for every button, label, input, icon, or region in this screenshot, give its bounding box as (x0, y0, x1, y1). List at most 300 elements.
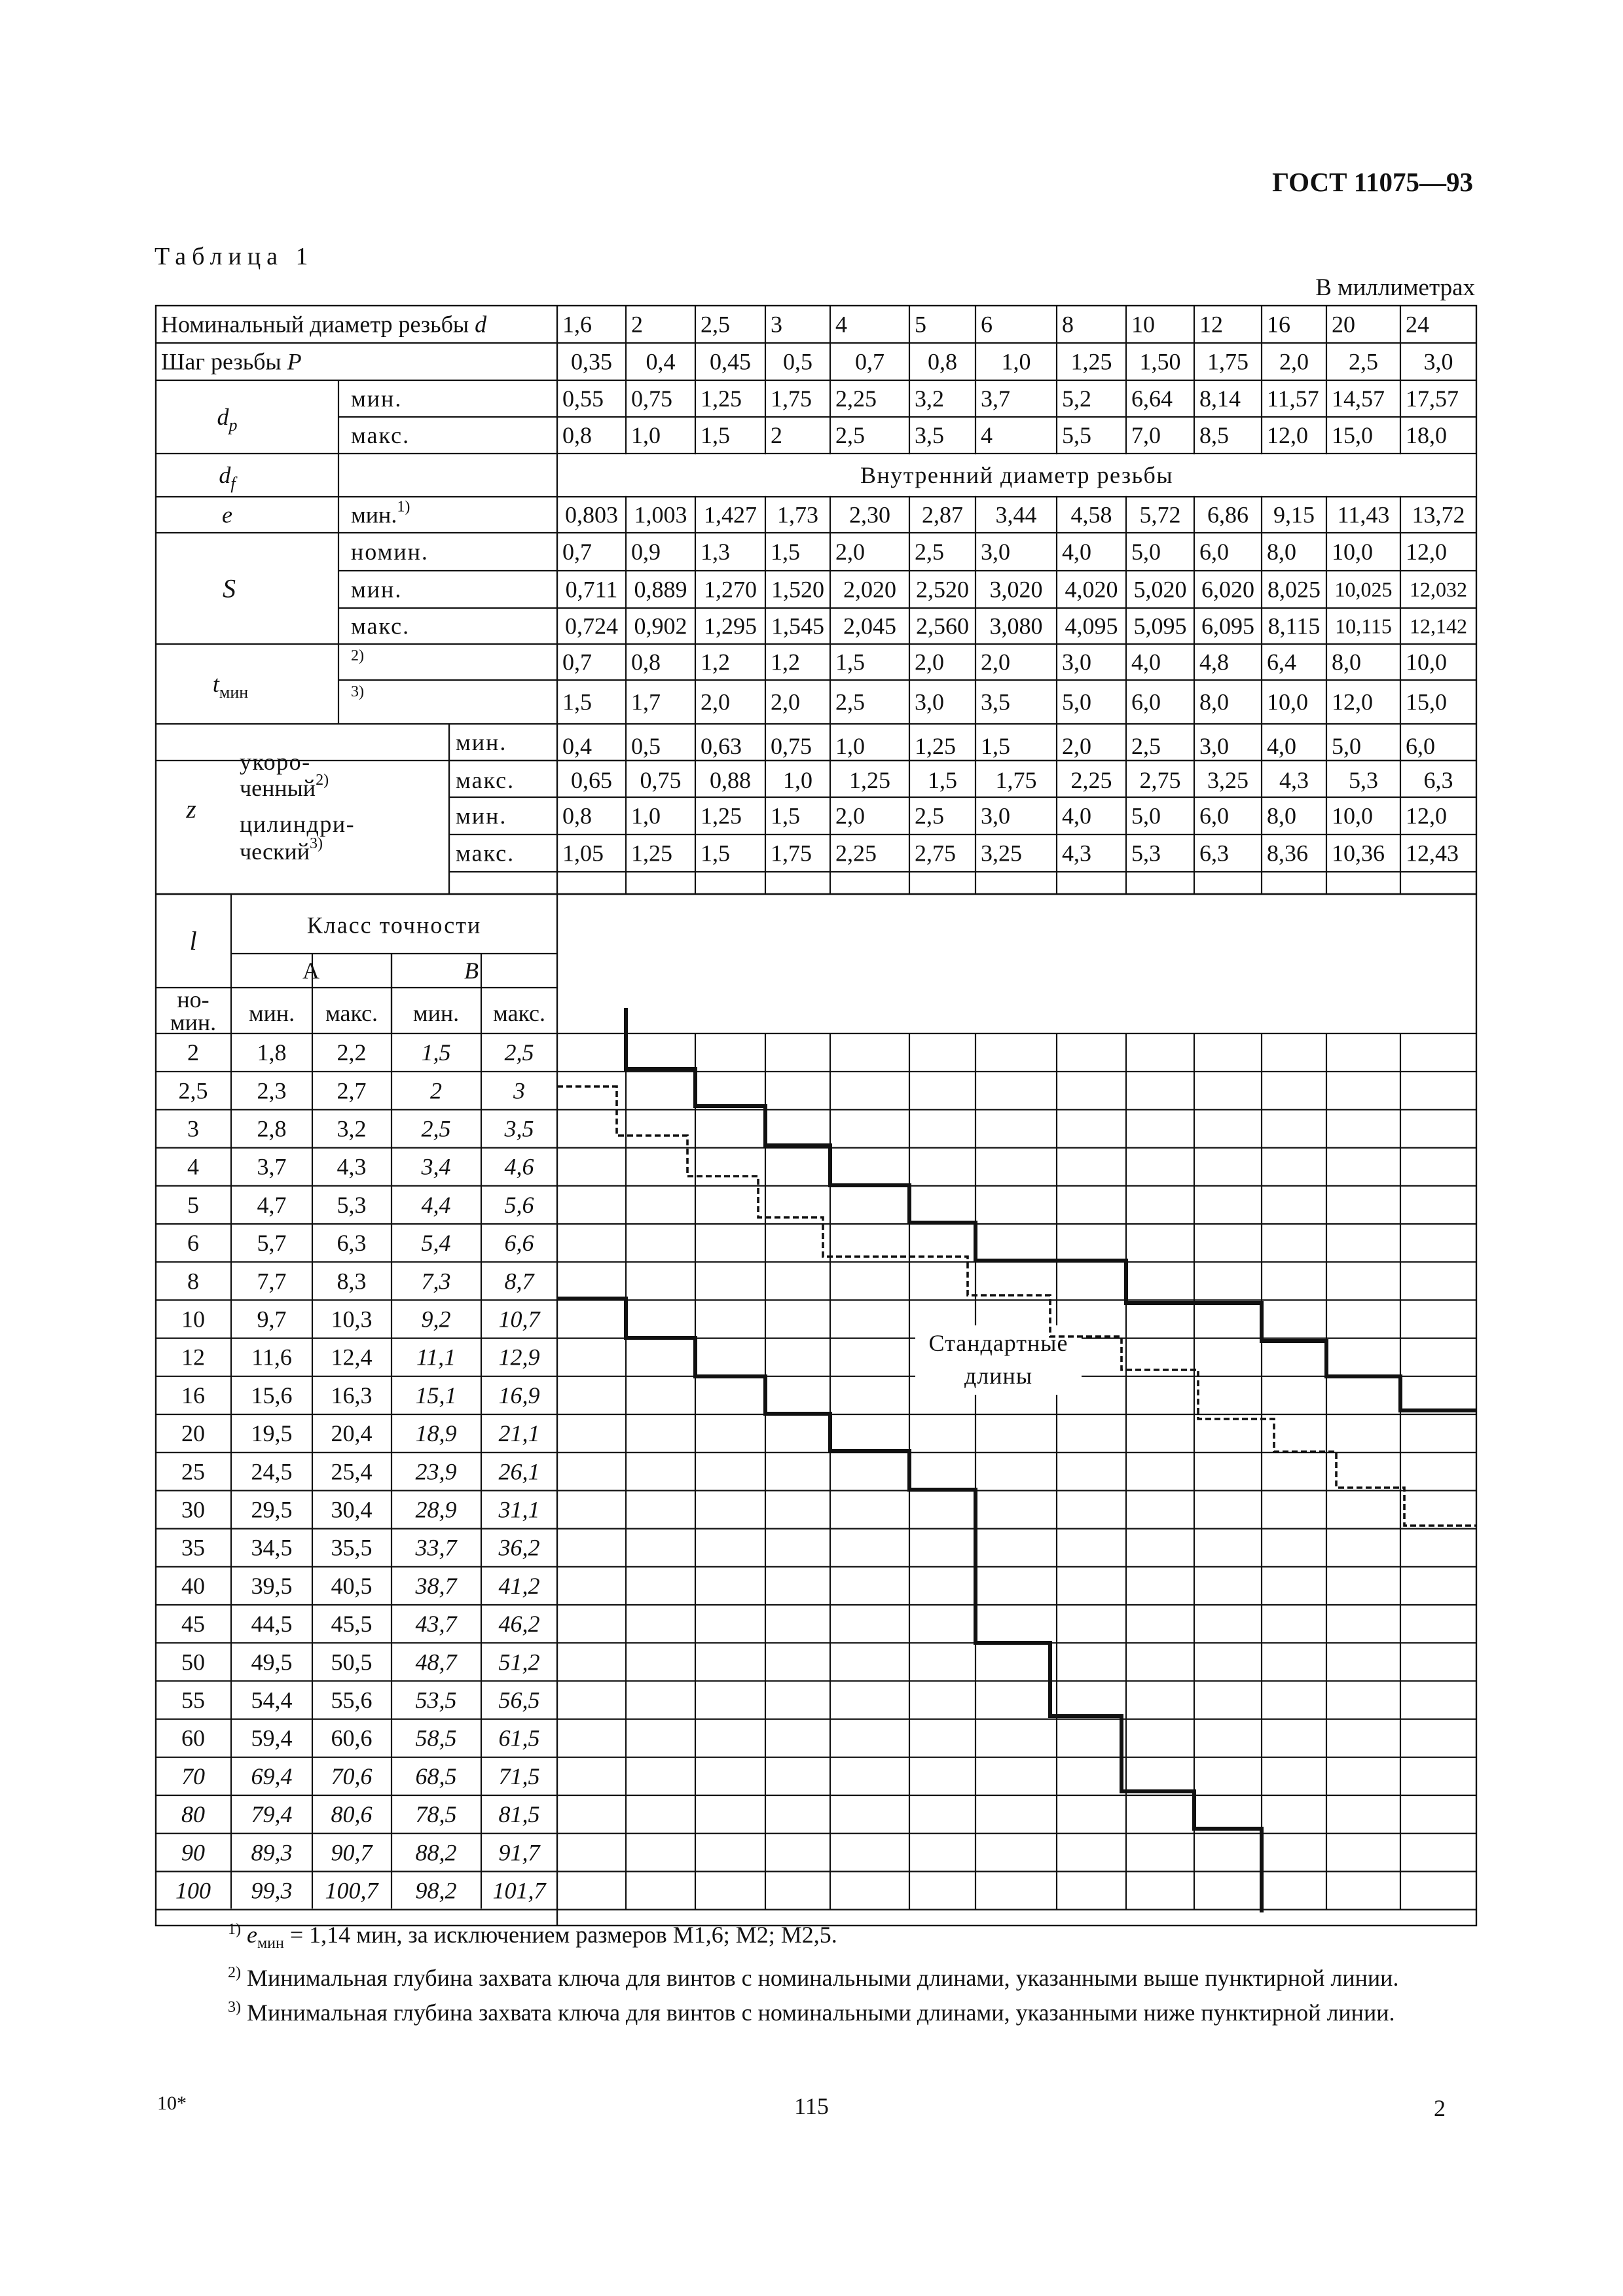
t-b-8: 6,0 (1131, 689, 1161, 715)
dp-max-10: 12,0 (1267, 422, 1308, 448)
z-symbol: z (186, 794, 196, 824)
z-short-max-label: макс. (456, 767, 515, 793)
z-short-label-1: укоро- (240, 749, 311, 775)
length-b-min-22: 98,2 (415, 1877, 457, 1904)
length-a-max-9: 16,3 (331, 1382, 373, 1408)
z-short-max-11: 5,3 (1349, 767, 1378, 793)
diameter-11: 20 (1332, 311, 1355, 338)
t-a-9: 4,8 (1199, 649, 1229, 675)
dp-max-4: 2,5 (835, 422, 865, 448)
z-cyl-max-3: 1,75 (771, 840, 812, 867)
s-max-3: 1,545 (771, 613, 824, 639)
pitch-7: 1,25 (1070, 348, 1112, 375)
t-b-3: 2,0 (771, 689, 800, 715)
dp-min-label: мин. (351, 386, 403, 412)
length-a-min-3: 3,7 (257, 1153, 287, 1180)
pitch-2: 0,45 (710, 348, 751, 375)
e-min-5: 2,87 (922, 501, 963, 528)
length-nom-11: 25 (181, 1458, 205, 1485)
pitch-5: 0,8 (928, 348, 957, 375)
class-b-label: B (464, 958, 479, 984)
length-a-min-9: 15,6 (251, 1382, 293, 1408)
a-min-header: мин. (248, 1000, 295, 1026)
t-a-4: 1,5 (835, 649, 865, 675)
z-cyl-max-label: макс. (456, 840, 515, 867)
footnote-1: $^{1)}$ $e_{мин} = 1,14$ мин, за исключением размеров М1,6; М2; М2,5. (228, 1921, 837, 1952)
s-min-9: 6,020 (1201, 576, 1254, 603)
length-b-max-4: 5,6 (504, 1191, 534, 1218)
length-b-min-8: 11,1 (416, 1344, 456, 1371)
diameter-7: 8 (1062, 311, 1074, 338)
z-short-min-2: 0,63 (701, 733, 742, 759)
length-nom-14: 40 (181, 1572, 205, 1599)
t-symbol: $t_{мин}$ (212, 671, 249, 702)
t-b-2: 2,0 (701, 689, 730, 715)
length-a-max-3: 4,3 (337, 1153, 367, 1180)
length-nom-17: 55 (181, 1687, 205, 1713)
class-a-label: А (302, 958, 319, 984)
length-nom-12: 30 (181, 1496, 205, 1523)
pitch-label: Шаг резьбы P (161, 348, 302, 375)
length-nom-10: 20 (181, 1420, 205, 1447)
diameter-3: 3 (771, 311, 782, 338)
length-b-min-3: 3,4 (421, 1153, 451, 1180)
s-min-11: 10,025 (1334, 577, 1393, 601)
s-max-10: 8,115 (1267, 613, 1321, 639)
dp-max-label: макс. (351, 422, 410, 448)
z-short-max-0: 0,65 (571, 767, 612, 793)
dp-min-0: 0,55 (562, 386, 604, 412)
e-min-0: 0,803 (565, 501, 618, 528)
s-nom-6: 3,0 (981, 539, 1010, 565)
diameter-12: 24 (1406, 311, 1429, 338)
length-b-min-1: 2 (430, 1077, 442, 1104)
pitch-12: 3,0 (1423, 348, 1453, 375)
t-sup-b: 3) (351, 683, 364, 700)
page-number: 115 (794, 2093, 829, 2119)
z-short-max-8: 2,75 (1139, 767, 1181, 793)
length-nom-7: 10 (181, 1306, 205, 1333)
z-short-min-11: 5,0 (1332, 733, 1361, 759)
e-label: мин.$^{1)}$ (351, 498, 410, 528)
dp-min-12: 17,57 (1406, 386, 1459, 412)
z-cyl-label-1: цилиндри- (240, 811, 356, 837)
length-b-min-0: 1,5 (421, 1039, 451, 1066)
t-a-2: 1,2 (701, 649, 730, 675)
s-max-6: 3,080 (989, 613, 1043, 639)
s-nom-11: 10,0 (1332, 539, 1373, 565)
t-b-12: 15,0 (1406, 689, 1447, 715)
s-nom-12: 12,0 (1406, 539, 1447, 565)
s-min-2: 1,270 (704, 576, 757, 603)
diameter-10: 16 (1267, 311, 1290, 338)
t-a-6: 2,0 (981, 649, 1010, 675)
length-b-min-9: 15,1 (415, 1382, 457, 1408)
z-short-min-6: 1,5 (981, 733, 1010, 759)
length-b-min-17: 53,5 (415, 1687, 457, 1713)
footnote-2: $^{2)}$ Минимальная глубина захвата ключа для винтов с номинальными длинами, указанными выше пунктирной линии. (228, 1964, 1399, 1992)
z-cyl-max-11: 10,36 (1332, 840, 1385, 867)
dp-max-1: 1,0 (631, 422, 661, 448)
length-nom-1: 2,5 (178, 1077, 208, 1104)
length-b-max-19: 71,5 (498, 1763, 540, 1789)
length-b-min-19: 68,5 (415, 1763, 457, 1789)
pitch-11: 2,5 (1349, 348, 1378, 375)
z-cyl-min-8: 5,0 (1131, 802, 1161, 829)
z-cyl-max-10: 8,36 (1267, 840, 1308, 867)
z-short-max-2: 0,88 (710, 767, 751, 793)
dp-max-12: 18,0 (1406, 422, 1447, 448)
length-a-min-16: 49,5 (251, 1649, 293, 1676)
length-nom-18: 60 (181, 1725, 205, 1751)
table-caption: Таблица 1 (155, 243, 314, 270)
length-nom-0: 2 (187, 1039, 199, 1066)
std-lengths-label-1: Стандартные (928, 1330, 1068, 1356)
z-short-max-10: 4,3 (1279, 767, 1309, 793)
length-nom-2: 3 (187, 1115, 199, 1142)
z-short-max-5: 1,5 (928, 767, 957, 793)
dp-max-5: 3,5 (915, 422, 944, 448)
t-a-11: 8,0 (1332, 649, 1361, 675)
length-a-max-15: 45,5 (331, 1611, 373, 1638)
dp-max-9: 8,5 (1199, 422, 1229, 448)
s-min-4: 2,020 (843, 576, 896, 603)
t-a-8: 4,0 (1131, 649, 1161, 675)
length-nom-21: 90 (181, 1839, 205, 1866)
length-b-min-15: 43,7 (415, 1611, 457, 1638)
s-max-4: 2,045 (843, 613, 896, 639)
z-short-min-3: 0,75 (771, 733, 812, 759)
diameter-9: 12 (1199, 311, 1223, 338)
s-max-2: 1,295 (704, 613, 757, 639)
s-nom-5: 2,5 (915, 539, 944, 565)
nom-header-1: но- (177, 986, 210, 1013)
length-a-max-4: 5,3 (337, 1191, 367, 1218)
e-min-6: 3,44 (995, 501, 1037, 528)
dp-max-7: 5,5 (1062, 422, 1091, 448)
e-min-11: 11,43 (1337, 501, 1390, 528)
length-a-min-0: 1,8 (257, 1039, 287, 1066)
s-min-6: 3,020 (989, 576, 1043, 603)
s-max-5: 2,560 (916, 613, 969, 639)
e-min-10: 9,15 (1273, 501, 1315, 528)
page-footer-right: 2 (1434, 2095, 1446, 2121)
s-nom-3: 1,5 (771, 539, 800, 565)
z-short-min-5: 1,25 (915, 733, 956, 759)
accuracy-class-label: Класс точности (306, 912, 482, 939)
z-cyl-label-2: ческий$^{3)}$ (240, 835, 323, 865)
z-cyl-max-6: 3,25 (981, 840, 1022, 867)
z-cyl-min-6: 3,0 (981, 802, 1010, 829)
df-text: Внутренний диаметр резьбы (860, 462, 1174, 488)
z-cyl-max-2: 1,5 (701, 840, 730, 867)
length-a-min-17: 54,4 (251, 1687, 293, 1713)
l-symbol: l (189, 926, 197, 956)
length-a-max-21: 90,7 (331, 1839, 373, 1866)
pitch-9: 1,75 (1207, 348, 1249, 375)
length-b-max-12: 31,1 (498, 1496, 540, 1523)
length-b-max-14: 41,2 (498, 1572, 540, 1599)
z-short-min-1: 0,5 (631, 733, 661, 759)
s-min-3: 1,520 (771, 576, 824, 603)
z-cyl-max-1: 1,25 (631, 840, 672, 867)
pitch-1: 0,4 (646, 348, 676, 375)
e-min-4: 2,30 (849, 501, 890, 528)
z-short-min-10: 4,0 (1267, 733, 1296, 759)
t-b-5: 3,0 (915, 689, 944, 715)
length-nom-6: 8 (187, 1268, 199, 1295)
z-cyl-min-9: 6,0 (1199, 802, 1229, 829)
length-b-max-18: 61,5 (498, 1725, 540, 1751)
length-a-min-7: 9,7 (257, 1306, 287, 1333)
length-a-max-17: 55,6 (331, 1687, 373, 1713)
e-min-12: 13,72 (1412, 501, 1465, 528)
z-short-min-8: 2,5 (1131, 733, 1161, 759)
s-nom-10: 8,0 (1267, 539, 1296, 565)
length-a-max-0: 2,2 (337, 1039, 367, 1066)
dp-min-7: 5,2 (1062, 386, 1091, 412)
std-lengths-label-2: длины (964, 1363, 1032, 1389)
s-max-1: 0,902 (634, 613, 687, 639)
z-cyl-max-8: 5,3 (1131, 840, 1161, 867)
length-b-min-5: 5,4 (421, 1230, 451, 1257)
s-min-7: 4,020 (1065, 576, 1118, 603)
length-b-max-22: 101,7 (492, 1877, 546, 1904)
diameter-6: 6 (981, 311, 993, 338)
length-b-max-16: 51,2 (498, 1649, 540, 1676)
z-cyl-min-11: 10,0 (1332, 802, 1373, 829)
df-symbol: $d_f$ (219, 462, 236, 493)
z-short-min-4: 1,0 (835, 733, 865, 759)
length-b-min-10: 18,9 (415, 1420, 457, 1447)
length-b-min-16: 48,7 (415, 1649, 457, 1676)
length-b-max-9: 16,9 (498, 1382, 540, 1408)
length-a-min-22: 99,3 (251, 1877, 293, 1904)
length-b-max-17: 56,5 (498, 1687, 540, 1713)
length-nom-16: 50 (181, 1649, 205, 1676)
z-cyl-min-2: 1,25 (701, 802, 742, 829)
length-b-max-11: 26,1 (498, 1458, 540, 1485)
diameter-4: 4 (835, 311, 847, 338)
z-short-min-0: 0,4 (562, 733, 592, 759)
pitch-3: 0,5 (783, 348, 812, 375)
dp-max-6: 4 (981, 422, 993, 448)
z-short-max-7: 2,25 (1070, 767, 1112, 793)
length-nom-22: 100 (175, 1877, 211, 1904)
t-b-1: 1,7 (631, 689, 661, 715)
z-cyl-max-9: 6,3 (1199, 840, 1229, 867)
z-short-max-1: 0,75 (640, 767, 682, 793)
length-nom-19: 70 (181, 1763, 205, 1789)
length-a-max-12: 30,4 (331, 1496, 373, 1523)
s-min-1: 0,889 (634, 576, 687, 603)
length-a-max-1: 2,7 (337, 1077, 367, 1104)
length-a-max-14: 40,5 (331, 1572, 373, 1599)
diameter-5: 5 (915, 311, 926, 338)
pitch-8: 1,50 (1139, 348, 1181, 375)
length-b-min-13: 33,7 (415, 1534, 457, 1561)
s-max-7: 4,095 (1065, 613, 1118, 639)
dp-min-4: 2,25 (835, 386, 877, 412)
s-min-0: 0,711 (565, 576, 618, 603)
t-a-10: 6,4 (1267, 649, 1296, 675)
pitch-6: 1,0 (1001, 348, 1031, 375)
diameter-label: Номинальный диаметр резьбы d (161, 311, 487, 338)
s-nom-1: 0,9 (631, 539, 661, 565)
length-a-min-5: 5,7 (257, 1230, 287, 1257)
z-cyl-min-label: мин. (456, 802, 507, 829)
s-min-8: 5,020 (1133, 576, 1187, 603)
s-min-5: 2,520 (916, 576, 969, 603)
footnote-3: $^{3)}$ Минимальная глубина захвата ключа для винтов с номинальными длинами, указанными ниже пунктирной линии. (228, 1999, 1395, 2026)
z-cyl-min-10: 8,0 (1267, 802, 1296, 829)
diameter-1: 2 (631, 311, 643, 338)
length-a-min-14: 39,5 (251, 1572, 293, 1599)
z-cyl-min-0: 0,8 (562, 802, 592, 829)
s-max-9: 6,095 (1201, 613, 1254, 639)
pitch-0: 0,35 (571, 348, 612, 375)
length-nom-13: 35 (181, 1534, 205, 1561)
length-b-max-7: 10,7 (498, 1306, 540, 1333)
s-min-10: 8,025 (1267, 576, 1321, 603)
length-a-min-4: 4,7 (257, 1191, 287, 1218)
dp-symbol: $d_p$ (217, 404, 238, 435)
e-min-9: 6,86 (1207, 501, 1249, 528)
length-b-max-21: 91,7 (498, 1839, 540, 1866)
t-a-1: 0,8 (631, 649, 661, 675)
length-b-min-6: 7,3 (421, 1268, 451, 1295)
length-a-min-1: 2,3 (257, 1077, 287, 1104)
length-a-max-11: 25,4 (331, 1458, 373, 1485)
e-min-1: 1,003 (634, 501, 687, 528)
t-sup-a: 2) (351, 647, 364, 664)
length-b-max-6: 8,7 (504, 1268, 534, 1295)
dp-min-2: 1,25 (701, 386, 742, 412)
pitch-4: 0,7 (855, 348, 884, 375)
t-b-10: 10,0 (1267, 689, 1308, 715)
s-min-label: мин. (351, 576, 403, 603)
t-b-4: 2,5 (835, 689, 865, 715)
length-a-max-6: 8,3 (337, 1268, 367, 1295)
z-short-max-9: 3,25 (1207, 767, 1249, 793)
s-nom-4: 2,0 (835, 539, 865, 565)
z-cyl-max-12: 12,43 (1406, 840, 1459, 867)
length-a-min-21: 89,3 (251, 1839, 293, 1866)
e-symbol: e (222, 501, 232, 528)
e-min-7: 4,58 (1070, 501, 1112, 528)
z-cyl-min-7: 4,0 (1062, 802, 1091, 829)
length-b-max-0: 2,5 (504, 1039, 534, 1066)
s-max-11: 10,115 (1335, 614, 1392, 638)
length-b-max-13: 36,2 (498, 1534, 540, 1561)
s-nom-8: 5,0 (1131, 539, 1161, 565)
units-note: В миллиметрах (1315, 274, 1475, 301)
length-b-max-3: 4,6 (504, 1153, 534, 1180)
z-short-min-7: 2,0 (1062, 733, 1091, 759)
length-a-min-11: 24,5 (251, 1458, 293, 1485)
length-a-min-20: 79,4 (251, 1801, 293, 1828)
length-nom-9: 16 (181, 1382, 205, 1408)
length-a-max-7: 10,3 (331, 1306, 373, 1333)
length-b-min-21: 88,2 (415, 1839, 457, 1866)
length-b-max-20: 81,5 (498, 1801, 540, 1828)
length-b-max-15: 46,2 (498, 1611, 540, 1638)
t-b-7: 5,0 (1062, 689, 1091, 715)
diameter-0: 1,6 (562, 311, 592, 338)
length-b-min-7: 9,2 (421, 1306, 451, 1333)
length-a-min-12: 29,5 (251, 1496, 293, 1523)
t-a-5: 2,0 (915, 649, 944, 675)
length-a-min-8: 11,6 (251, 1344, 292, 1371)
length-a-max-8: 12,4 (331, 1344, 373, 1371)
nom-header-2: мин. (170, 1009, 217, 1035)
dp-min-5: 3,2 (915, 386, 944, 412)
s-max-0: 0,724 (565, 613, 618, 639)
page-footer-left: 10* (157, 2092, 187, 2114)
s-max-label: макс. (351, 613, 410, 639)
z-short-max-3: 1,0 (783, 767, 812, 793)
z-cyl-min-1: 1,0 (631, 802, 661, 829)
s-nom-label: номин. (351, 539, 429, 565)
t-b-6: 3,5 (981, 689, 1010, 715)
e-min-2: 1,427 (704, 501, 757, 528)
z-short-max-6: 1,75 (995, 767, 1037, 793)
length-nom-8: 12 (181, 1344, 205, 1371)
s-max-12: 12,142 (1410, 614, 1467, 638)
length-b-max-2: 3,5 (504, 1115, 534, 1142)
length-nom-15: 45 (181, 1611, 205, 1638)
z-cyl-min-12: 12,0 (1406, 802, 1447, 829)
z-cyl-min-5: 2,5 (915, 802, 944, 829)
diameter-2: 2,5 (701, 311, 730, 338)
length-a-max-2: 3,2 (337, 1115, 367, 1142)
z-short-min-label: мин. (456, 729, 507, 755)
length-b-max-5: 6,6 (504, 1230, 534, 1257)
length-a-max-5: 6,3 (337, 1230, 367, 1257)
z-cyl-min-4: 2,0 (835, 802, 865, 829)
length-a-min-15: 44,5 (251, 1611, 293, 1638)
e-min-8: 5,72 (1139, 501, 1181, 528)
z-cyl-min-3: 1,5 (771, 802, 800, 829)
length-a-min-6: 7,7 (257, 1268, 287, 1295)
z-short-max-12: 6,3 (1423, 767, 1453, 793)
dp-min-9: 8,14 (1199, 386, 1241, 412)
dp-min-3: 1,75 (771, 386, 812, 412)
s-nom-2: 1,3 (701, 539, 730, 565)
length-a-max-19: 70,6 (331, 1763, 373, 1789)
t-a-7: 3,0 (1062, 649, 1091, 675)
length-a-max-20: 80,6 (331, 1801, 373, 1828)
document-header: ГОСТ 11075—93 (1272, 167, 1473, 197)
footnotes (157, 1915, 1453, 2028)
length-b-min-2: 2,5 (421, 1115, 451, 1142)
length-b-min-12: 28,9 (415, 1496, 457, 1523)
s-nom-9: 6,0 (1199, 539, 1229, 565)
length-b-min-11: 23,9 (415, 1458, 457, 1485)
length-a-min-19: 69,4 (251, 1763, 293, 1789)
z-short-min-12: 6,0 (1406, 733, 1435, 759)
dp-max-11: 15,0 (1332, 422, 1373, 448)
length-a-max-13: 35,5 (331, 1534, 373, 1561)
length-b-max-1: 3 (513, 1077, 525, 1104)
z-short-min-9: 3,0 (1199, 733, 1229, 759)
length-nom-3: 4 (187, 1153, 199, 1180)
z-short-label-2: ченный$^{2)}$ (240, 772, 329, 801)
length-b-min-18: 58,5 (415, 1725, 457, 1751)
dp-min-1: 0,75 (631, 386, 672, 412)
dp-max-2: 1,5 (701, 422, 730, 448)
length-b-min-20: 78,5 (415, 1801, 457, 1828)
